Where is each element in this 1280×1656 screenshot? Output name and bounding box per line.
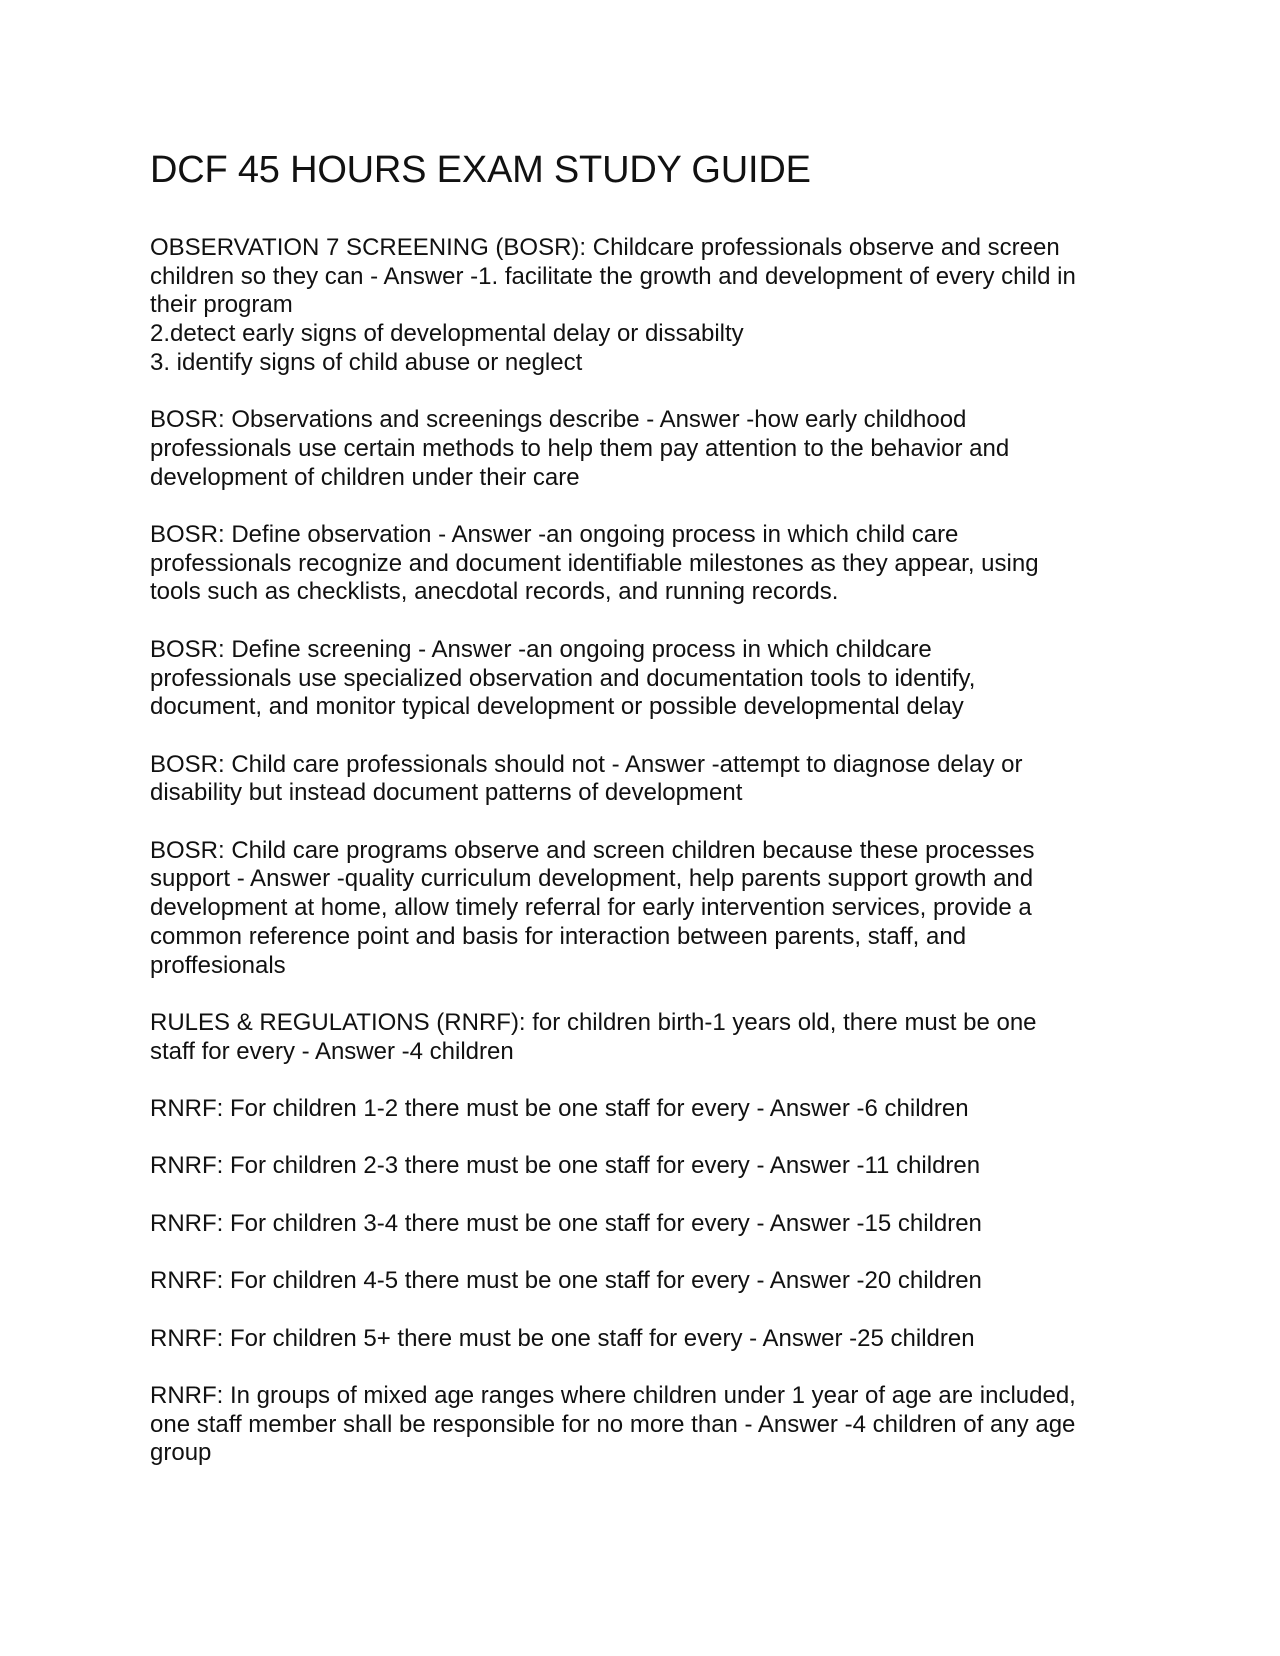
document-title: DCF 45 HOURS EXAM STUDY GUIDE [150, 149, 811, 191]
text-line: RNRF: For children 3-4 there must be one staff for every - Answer -15 children [150, 1209, 982, 1237]
study-item-paragraph [150, 1095, 1130, 1124]
text-line: RNRF: For children 2-3 there must be one staff for every - Answer -11 children [150, 1152, 981, 1180]
text-line: 3. identify signs of child abuse or neglect [150, 348, 583, 376]
text-line: BOSR: Define screening - Answer -an ongoing process in which childcare [150, 635, 932, 663]
text-line: tools such as checklists, anecdotal records, and running records. [150, 578, 839, 606]
text-line: support - Answer -quality curriculum development, help parents support growth and [150, 865, 1034, 893]
text-line: BOSR: Observations and screenings describe - Answer -how early childhood [150, 406, 967, 434]
text-line: RNRF: For children 4-5 there must be one staff for every - Answer -20 children [150, 1267, 982, 1295]
text-line: BOSR: Child care programs observe and screen children because these processes [150, 836, 1035, 864]
text-line: development of children under their care [150, 463, 580, 491]
text-line: RNRF: For children 5+ there must be one staff for every - Answer -25 children [150, 1324, 975, 1352]
text-line: professionals recognize and document identifiable milestones as they appear, using [150, 549, 1039, 577]
text-line: OBSERVATION 7 SCREENING (BOSR): Childcare professionals observe and screen [150, 234, 1060, 261]
text-line: children so they can - Answer -1. facilitate the growth and development of every child in [150, 262, 1076, 290]
study-item-paragraph [150, 636, 1130, 722]
text-line: staff for every - Answer -4 children [150, 1037, 514, 1065]
study-item-paragraph [150, 1325, 1130, 1354]
text-line: common reference point and basis for interaction between parents, staff, and [150, 922, 967, 950]
study-item-paragraph [150, 521, 1130, 607]
text-line: one staff member shall be responsible for no more than - Answer -4 children of any age [150, 1410, 1076, 1438]
document-body [150, 234, 1130, 1497]
text-line: BOSR: Child care professionals should not - Answer -attempt to diagnose delay or [150, 750, 1023, 778]
text-line: professionals use certain methods to help them pay attention to the behavior and [150, 434, 1010, 462]
study-item-paragraph [150, 1152, 1130, 1181]
text-line: 2.detect early signs of developmental delay or dissabilty [150, 320, 744, 348]
text-line: their program [150, 291, 293, 319]
text-line: document, and monitor typical development or possible developmental delay [150, 693, 964, 721]
study-item-paragraph [150, 406, 1130, 492]
text-line: RNRF: In groups of mixed age ranges where children under 1 year of age are included, [150, 1381, 1076, 1409]
text-line: RNRF: For children 1-2 there must be one staff for every - Answer -6 children [150, 1094, 969, 1122]
text-line: proffesionals [150, 951, 286, 979]
text-line: professionals use specialized observation and documentation tools to identify, [150, 664, 976, 692]
study-item-paragraph [150, 234, 1130, 378]
study-item-paragraph [150, 1267, 1130, 1296]
text-line: RULES & REGULATIONS (RNRF): for children birth-1 years old, there must be one [150, 1008, 1037, 1036]
study-item-paragraph [150, 1009, 1130, 1066]
text-line: group [150, 1439, 212, 1467]
study-item-paragraph [150, 1382, 1130, 1468]
study-item-paragraph [150, 1210, 1130, 1239]
text-line: disability but instead document patterns of development [150, 779, 743, 807]
text-line: development at home, allow timely referral for early intervention services, provide a [150, 894, 1032, 922]
study-item-paragraph [150, 751, 1130, 808]
text-line: BOSR: Define observation - Answer -an ongoing process in which child care [150, 521, 959, 548]
study-item-paragraph [150, 837, 1130, 981]
